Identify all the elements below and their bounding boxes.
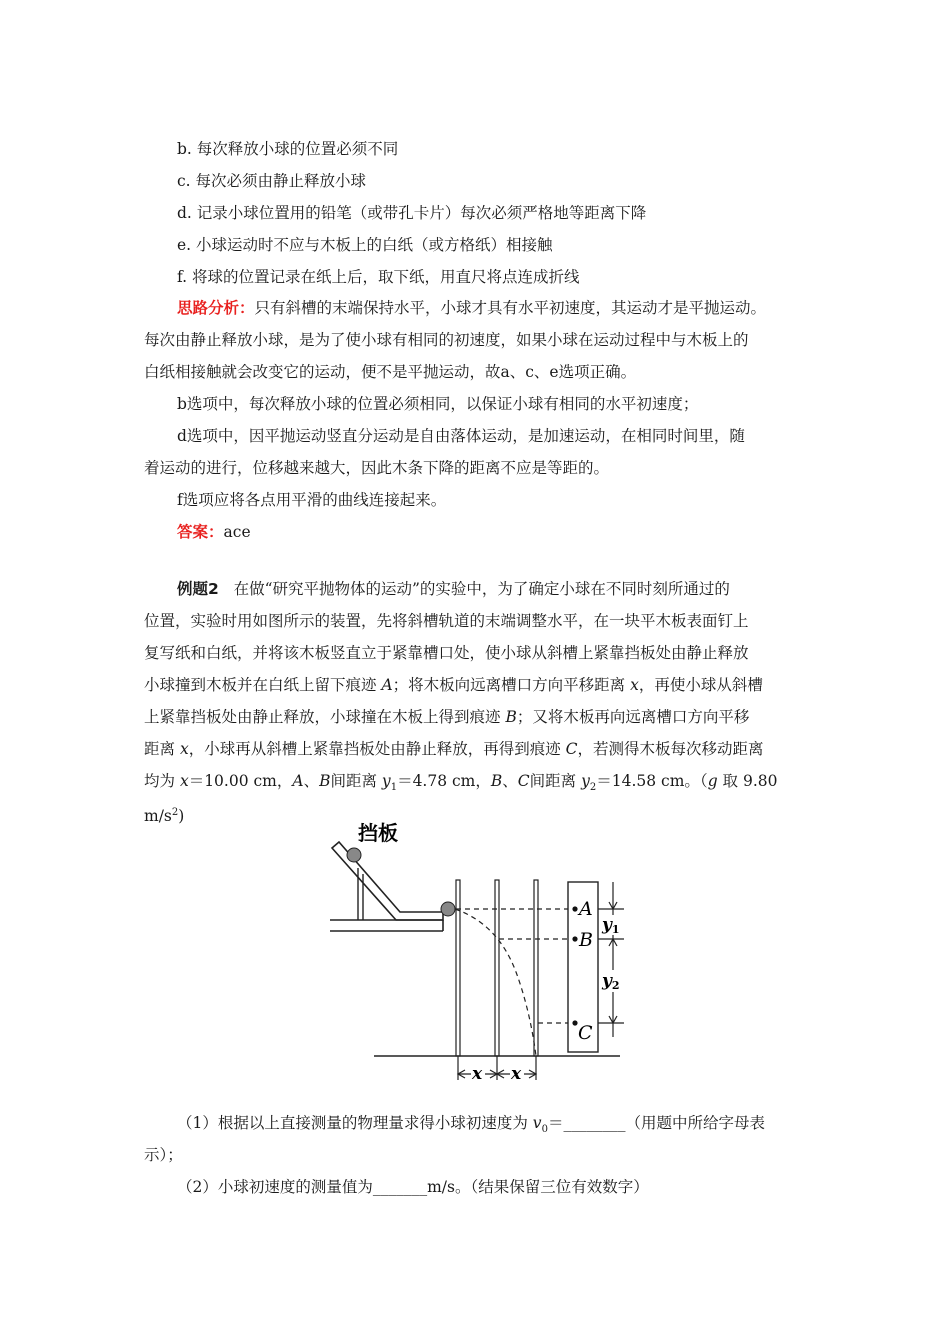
example2-line-4 [144, 675, 763, 695]
ball-exit [441, 902, 455, 916]
analysis-text-1: 只有斜槽的末端保持水平，小球才具有水平初速度，其运动才是平抛运动。 [254, 299, 767, 317]
analysis-line-6: 着运动的进行，位移越来越大，因此木条下降的距离不应是等距的。 [144, 459, 610, 477]
text-7c: ＝10.00 cm， [188, 772, 293, 790]
text-7e: 、 [303, 772, 320, 790]
text-7q: ＝14.58 cm。（ [596, 772, 708, 790]
option-e: e. 小球运动时不应与木板上的白纸（或方格纸）相接触 [177, 236, 553, 254]
example2-line-5 [144, 707, 749, 727]
q1-text-a: （1）根据以上直接测量的物理量求得小球初速度为 [177, 1114, 533, 1132]
var-y1-sub: 1 [390, 782, 398, 794]
option-b: b. 每次释放小球的位置必须不同 [177, 140, 399, 158]
trace-b-label: B [505, 708, 517, 726]
y1-label: y1 [602, 915, 620, 936]
unit-ms: m/s [144, 807, 172, 826]
var-b: B [319, 772, 331, 790]
trace-c-label: C [565, 740, 578, 758]
var-x: x [179, 772, 189, 790]
var-y2: y [581, 772, 590, 790]
text-7g: 间距离 [330, 772, 382, 790]
example2-text-5a: 上紧靠挡板处由静止释放，小球撞在木板上得到痕迹 [144, 708, 506, 726]
example2-label: 例题2 [177, 580, 219, 598]
analysis-line-3: 白纸相接触就会改变它的运动，便不是平抛运动，故a、c、e选项正确。 [144, 363, 637, 381]
distance-x-label: x [630, 676, 639, 694]
example2-text-4a: 小球撞到木板并在白纸上留下痕迹 [144, 676, 382, 694]
analysis-label: 思路分析： [177, 299, 255, 317]
point-c-label: C [578, 1022, 593, 1044]
var-g: g [707, 772, 718, 790]
var-a: A [292, 772, 304, 790]
board-3 [534, 880, 538, 1056]
example2-line-6 [144, 739, 764, 759]
var-b2: B [490, 772, 503, 790]
x-label-1: x [472, 1064, 483, 1084]
q1-var-v: v [532, 1114, 542, 1132]
text-7s: 取 9.80 [717, 772, 778, 790]
var-y1: y [381, 772, 391, 790]
example2-text-5c: ；又将木板再向远离槽口方向平移 [516, 708, 750, 726]
question-1-line-1 [177, 1113, 765, 1140]
point-a-label: A [579, 898, 593, 920]
trace-b-dot [572, 936, 577, 941]
x-label-2: x [511, 1064, 522, 1084]
text-7l: 、 [502, 772, 518, 790]
analysis-line-4: b选项中，每次释放小球的位置必须相同，以保证小球有相同的水平初速度； [177, 395, 699, 413]
var-c: C [517, 772, 530, 790]
example2-text-4c: ；将木板向远离槽口方向平移距离 [392, 676, 631, 694]
analysis-line-7: f选项应将各点用平滑的曲线连接起来。 [177, 491, 447, 509]
close-paren: ) [178, 807, 185, 826]
example2-text-6c: ，小球再从斜槽上紧靠挡板处由静止释放，再得到痕迹 [188, 740, 566, 758]
board-2 [495, 880, 499, 1056]
analysis-line-5: d选项中，因平抛运动竖直分运动是自由落体运动，是加速运动，在相同时间里，随 [177, 427, 745, 445]
point-b-label: B [579, 929, 593, 951]
example2-line-7 [144, 771, 778, 798]
text-7a: 均为 [144, 772, 180, 790]
analysis-line-2: 每次由静止释放小球，是为了使小球有相同的初速度，如果小球在运动过程中与木板上的 [144, 331, 749, 349]
analysis-line-1 [177, 298, 766, 318]
trace-c-dot [572, 1020, 577, 1025]
y2-label: y2 [602, 971, 620, 992]
board-1 [456, 880, 460, 1056]
question-2: （2）小球初速度的测量值为_______m/s。（结果保留三位有效数字） [177, 1178, 649, 1196]
example2-line-1 [177, 579, 730, 599]
unit-exp: 2 [171, 807, 179, 818]
answer-line [177, 522, 251, 542]
example2-text-6e: ，若测得木板每次移动距离 [577, 740, 764, 758]
q1-text-d: ＝________（用题中所给字母表 [547, 1114, 765, 1132]
example2-text-4e: ，再使小球从斜槽 [638, 676, 763, 694]
answer-label: 答案： [177, 523, 224, 541]
trace-a-dot [572, 906, 577, 911]
question-1-line-2: 示）； [144, 1146, 183, 1164]
example2-line-3: 复写纸和白纸，并将该木板竖直立于紧靠槽口处，使小球从斜槽上紧靠挡板处由静止释放 [144, 644, 749, 662]
experiment-figure [330, 812, 630, 1098]
option-f: f. 将球的位置记录在纸上后，取下纸，用直尺将点连成折线 [177, 268, 580, 286]
example2-text-6a: 距离 [144, 740, 180, 758]
ball-top [347, 848, 361, 862]
example2-text-1: 在做“研究平抛物体的运动”的实验中，为了确定小球在不同时刻所通过的 [233, 580, 730, 598]
trace-a-label: A [381, 676, 393, 694]
q1-var-sub: 0 [541, 1124, 548, 1136]
var-y2-sub: 2 [589, 782, 597, 794]
option-d: d. 记录小球位置用的铅笔（或带孔卡片）每次必须严格地等距离下降 [177, 204, 647, 222]
distance-x-label: x [179, 740, 189, 758]
answer-value: ace [223, 523, 251, 541]
baffle-label: 挡板 [358, 821, 398, 845]
text-7n: 间距离 [529, 772, 582, 790]
option-c: c. 每次必须由静止释放小球 [177, 172, 367, 190]
example2-line-2: 位置，实验时用如图所示的装置，先将斜槽轨道的末端调整水平，在一块平木板表面钉上 [144, 612, 749, 630]
example2-line-8 [144, 803, 184, 826]
text-7j: ＝4.78 cm， [397, 772, 491, 790]
